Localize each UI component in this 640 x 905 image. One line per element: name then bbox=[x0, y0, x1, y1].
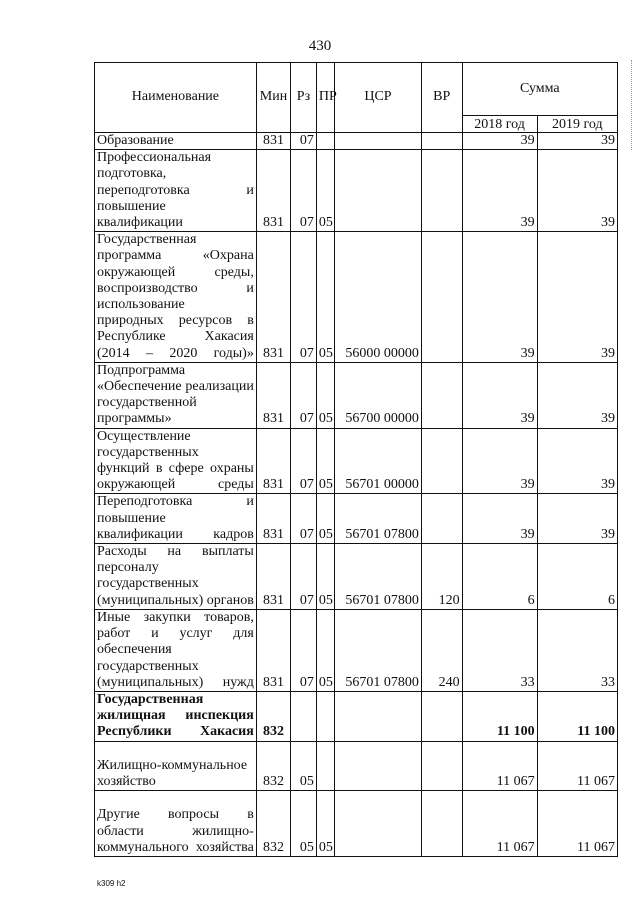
row-sum-2019: 11 067 bbox=[537, 791, 617, 857]
row-pr: 05 bbox=[316, 494, 334, 544]
row-rz: 07 bbox=[291, 494, 317, 544]
row-rz: 07 bbox=[291, 428, 317, 494]
row-csr bbox=[335, 133, 422, 150]
table-row bbox=[95, 150, 618, 232]
row-csr bbox=[335, 691, 422, 741]
row-sum-2019: 11 100 bbox=[537, 691, 617, 741]
page-number: 430 bbox=[308, 38, 332, 54]
row-pr bbox=[316, 133, 334, 150]
table-row bbox=[95, 494, 618, 544]
row-name: Другие вопросы в области жилищно-коммунального хозяйства bbox=[95, 791, 257, 857]
table-row bbox=[95, 741, 618, 791]
row-name: Осуществление государственных функций в сфере охраны окружающей среды bbox=[95, 428, 257, 494]
row-csr: 56701 07800 bbox=[335, 494, 422, 544]
row-csr: 56701 00000 bbox=[335, 428, 422, 494]
row-rz: 07 bbox=[291, 150, 317, 232]
header-vr: ВР bbox=[421, 63, 462, 133]
row-vr bbox=[421, 691, 462, 741]
row-name: Иные закупки товаров, работ и услуг для обеспечения государственных (муниципальных) нужд bbox=[95, 609, 257, 691]
row-sum-2019: 39 bbox=[537, 150, 617, 232]
row-vr bbox=[421, 791, 462, 857]
row-name: Подпрограмма «Обеспечение реализации государственной программы» bbox=[95, 362, 257, 428]
row-min: 831 bbox=[256, 544, 290, 610]
row-sum-2018: 39 bbox=[462, 150, 537, 232]
row-pr: 05 bbox=[316, 791, 334, 857]
header-row bbox=[95, 63, 618, 116]
row-name: Расходы на выплаты персоналу государственных (муниципальных) органов bbox=[95, 544, 257, 610]
row-rz: 07 bbox=[291, 362, 317, 428]
table-row bbox=[95, 232, 618, 363]
row-csr: 56000 00000 bbox=[335, 232, 422, 363]
edge-mark bbox=[631, 60, 637, 150]
row-csr: 56700 00000 bbox=[335, 362, 422, 428]
row-pr: 05 bbox=[316, 609, 334, 691]
row-rz: 07 bbox=[291, 609, 317, 691]
header-sum: Сумма bbox=[462, 63, 617, 116]
row-sum-2019: 6 bbox=[537, 544, 617, 610]
row-sum-2018: 11 100 bbox=[462, 691, 537, 741]
row-vr: 240 bbox=[421, 609, 462, 691]
row-sum-2018: 39 bbox=[462, 362, 537, 428]
row-min: 831 bbox=[256, 428, 290, 494]
table-row bbox=[95, 609, 618, 691]
row-sum-2018: 6 bbox=[462, 544, 537, 610]
header-min: Мин bbox=[256, 63, 290, 133]
row-pr: 05 bbox=[316, 428, 334, 494]
table-row bbox=[95, 791, 618, 857]
row-pr: 05 bbox=[316, 232, 334, 363]
row-pr: 05 bbox=[316, 362, 334, 428]
row-rz: 07 bbox=[291, 544, 317, 610]
row-sum-2019: 39 bbox=[537, 494, 617, 544]
row-rz bbox=[291, 691, 317, 741]
row-pr bbox=[316, 691, 334, 741]
row-csr: 56701 07800 bbox=[335, 609, 422, 691]
row-name: Жилищно-коммунальное хозяйство bbox=[95, 741, 257, 791]
row-name: Образование bbox=[95, 133, 257, 150]
row-sum-2018: 39 bbox=[462, 428, 537, 494]
row-rz: 07 bbox=[291, 232, 317, 363]
row-name: Профессиональная подготовка, переподготовка и повышение квалификации bbox=[95, 150, 257, 232]
table-row bbox=[95, 133, 618, 150]
row-sum-2019: 39 bbox=[537, 362, 617, 428]
row-rz: 05 bbox=[291, 741, 317, 791]
row-csr bbox=[335, 150, 422, 232]
budget-table bbox=[94, 62, 618, 857]
header-csr: ЦСР bbox=[335, 63, 422, 133]
table-row bbox=[95, 544, 618, 610]
row-vr bbox=[421, 362, 462, 428]
row-vr bbox=[421, 150, 462, 232]
table-row bbox=[95, 362, 618, 428]
row-min: 831 bbox=[256, 150, 290, 232]
row-vr bbox=[421, 232, 462, 363]
table-row bbox=[95, 428, 618, 494]
table-row bbox=[95, 691, 618, 741]
row-vr bbox=[421, 741, 462, 791]
row-sum-2019: 11 067 bbox=[537, 741, 617, 791]
row-pr: 05 bbox=[316, 150, 334, 232]
row-min: 832 bbox=[256, 791, 290, 857]
row-sum-2018: 33 bbox=[462, 609, 537, 691]
row-vr bbox=[421, 494, 462, 544]
row-min: 831 bbox=[256, 609, 290, 691]
row-vr bbox=[421, 428, 462, 494]
header-year-2018: 2018 год bbox=[462, 116, 537, 133]
header-pr: ПР bbox=[316, 63, 334, 133]
row-sum-2018: 39 bbox=[462, 133, 537, 150]
header-year-2019: 2019 год bbox=[537, 116, 617, 133]
row-sum-2018: 11 067 bbox=[462, 791, 537, 857]
table-body bbox=[95, 133, 618, 857]
row-rz: 07 bbox=[291, 133, 317, 150]
row-sum-2018: 11 067 bbox=[462, 741, 537, 791]
row-min: 832 bbox=[256, 741, 290, 791]
row-sum-2019: 33 bbox=[537, 609, 617, 691]
row-min: 831 bbox=[256, 133, 290, 150]
row-pr bbox=[316, 741, 334, 791]
row-min: 831 bbox=[256, 232, 290, 363]
row-csr bbox=[335, 791, 422, 857]
row-pr: 05 bbox=[316, 544, 334, 610]
row-vr bbox=[421, 133, 462, 150]
row-name: Государственная жилищная инспекция Республики Хакасия bbox=[95, 691, 257, 741]
row-name: Государственная программа «Охрана окружающей среды, воспроизводство и использование природных ресурсов в Республике Хакасия (2014 – 2020 годы)» bbox=[95, 232, 257, 363]
row-sum-2018: 39 bbox=[462, 232, 537, 363]
row-sum-2019: 39 bbox=[537, 232, 617, 363]
header-name: Наименование bbox=[95, 63, 257, 133]
row-min: 831 bbox=[256, 362, 290, 428]
row-name: Переподготовка и повышение квалификации кадров bbox=[95, 494, 257, 544]
row-sum-2019: 39 bbox=[537, 133, 617, 150]
row-sum-2018: 39 bbox=[462, 494, 537, 544]
row-min: 832 bbox=[256, 691, 290, 741]
row-csr bbox=[335, 741, 422, 791]
row-csr: 56701 07800 bbox=[335, 544, 422, 610]
row-vr: 120 bbox=[421, 544, 462, 610]
header-rz: Рз bbox=[291, 63, 317, 133]
row-sum-2019: 39 bbox=[537, 428, 617, 494]
row-rz: 05 bbox=[291, 791, 317, 857]
row-min: 831 bbox=[256, 494, 290, 544]
footer-code: k309 h2 bbox=[97, 879, 126, 888]
